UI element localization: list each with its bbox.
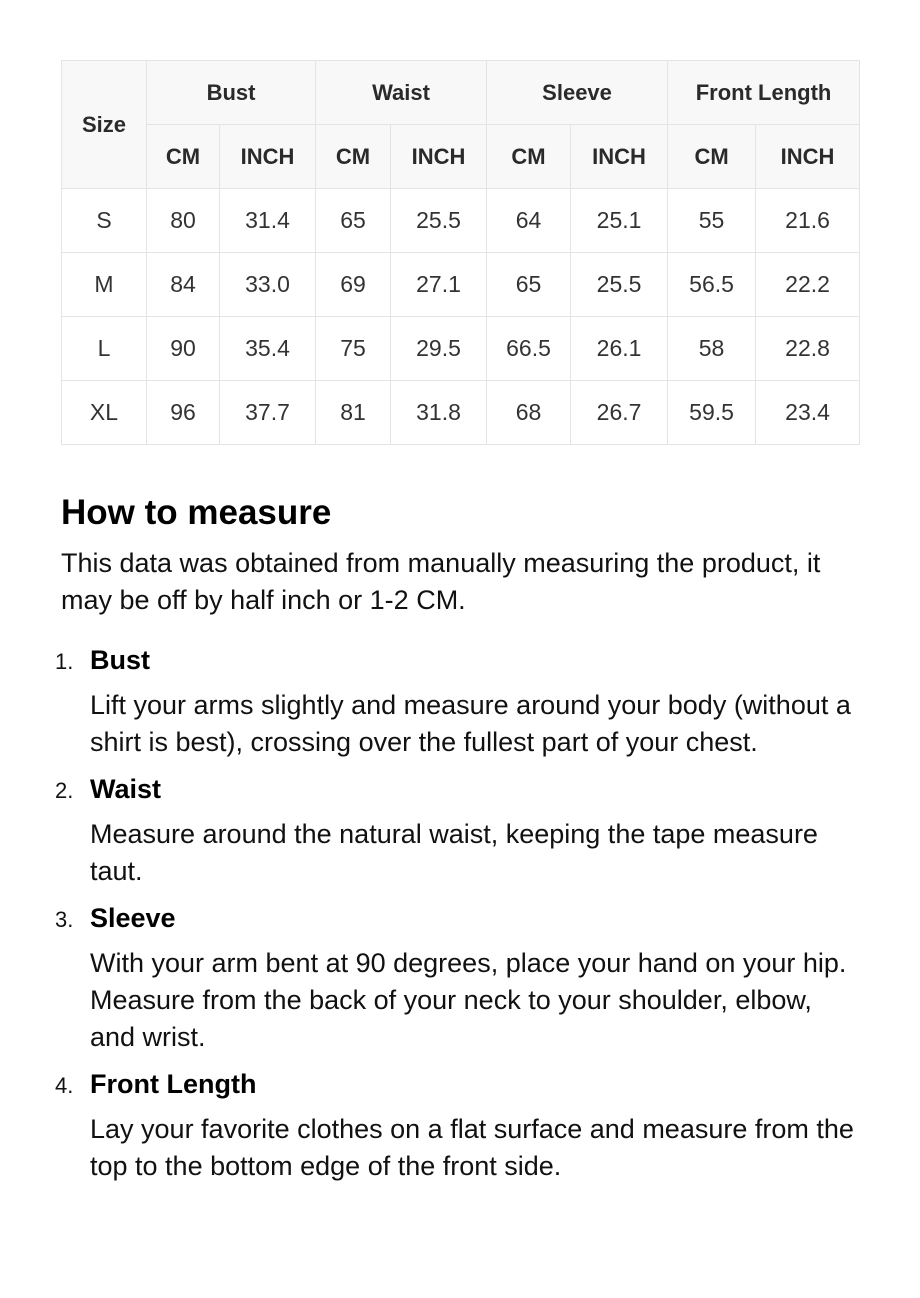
table-row [62, 317, 860, 381]
table-cell: 65 [487, 253, 571, 317]
size-header: Size [62, 61, 147, 189]
table-cell: 90 [147, 317, 220, 381]
list-item-title: Sleeve [90, 903, 176, 933]
unit-header-front-length-cm: CM [668, 125, 756, 189]
table-cell: 25.5 [571, 253, 668, 317]
list-item [55, 900, 861, 1056]
table-cell: 31.4 [220, 189, 316, 253]
group-header-waist: Waist [316, 61, 487, 125]
table-cell: 27.1 [391, 253, 487, 317]
table-cell: 59.5 [668, 381, 756, 445]
table-cell: 37.7 [220, 381, 316, 445]
unit-header-bust-cm: CM [147, 125, 220, 189]
table-cell: 25.5 [391, 189, 487, 253]
table-cell: 69 [316, 253, 391, 317]
table-row [62, 189, 860, 253]
list-item-description: Measure around the natural waist, keeping the tape measure taut. [90, 819, 818, 886]
how-to-measure-title: How to measure [61, 493, 332, 532]
table-cell: 55 [668, 189, 756, 253]
table-cell: 23.4 [756, 381, 860, 445]
table-cell: 21.6 [756, 189, 860, 253]
list-item-title: Bust [90, 645, 150, 675]
table-cell: 22.8 [756, 317, 860, 381]
list-item-number: 3. [55, 907, 74, 932]
size-chart-table [61, 60, 860, 445]
unit-header-front-length-inch: INCH [756, 125, 860, 189]
size-cell: M [62, 253, 147, 317]
table-cell: 56.5 [668, 253, 756, 317]
table-cell: 80 [147, 189, 220, 253]
size-cell: XL [62, 381, 147, 445]
list-item [55, 771, 861, 890]
list-item-title: Front Length [90, 1069, 257, 1099]
table-cell: 33.0 [220, 253, 316, 317]
table-cell: 26.7 [571, 381, 668, 445]
table-header-row-units [62, 125, 860, 189]
table-cell: 68 [487, 381, 571, 445]
table-cell: 66.5 [487, 317, 571, 381]
table-cell: 65 [316, 189, 391, 253]
table-cell: 96 [147, 381, 220, 445]
list-item-description: Lift your arms slightly and measure around your body (without a shirt is best), crossing over the fullest part of your chest. [90, 690, 851, 757]
group-header-bust: Bust [147, 61, 316, 125]
list-item [55, 1066, 861, 1185]
table-row [62, 381, 860, 445]
unit-header-bust-inch: INCH [220, 125, 316, 189]
size-cell: S [62, 189, 147, 253]
unit-header-sleeve-inch: INCH [571, 125, 668, 189]
how-to-measure-intro: This data was obtained from manually measuring the product, it may be off by half inch or 1-2 CM. [61, 548, 821, 615]
table-cell: 26.1 [571, 317, 668, 381]
unit-header-waist-cm: CM [316, 125, 391, 189]
table-cell: 64 [487, 189, 571, 253]
size-cell: L [62, 317, 147, 381]
list-item-description: Lay your favorite clothes on a flat surface and measure from the top to the bottom edge of the front side. [90, 1114, 854, 1181]
table-header-row-groups [62, 61, 860, 125]
measure-steps-list [55, 642, 861, 1185]
list-item-number: 1. [55, 649, 74, 674]
table-cell: 25.1 [571, 189, 668, 253]
table-row [62, 253, 860, 317]
table-cell: 29.5 [391, 317, 487, 381]
table-cell: 22.2 [756, 253, 860, 317]
group-header-sleeve: Sleeve [487, 61, 668, 125]
table-cell: 81 [316, 381, 391, 445]
list-item-number: 4. [55, 1073, 74, 1098]
list-item-title: Waist [90, 774, 162, 804]
table-cell: 31.8 [391, 381, 487, 445]
unit-header-sleeve-cm: CM [487, 125, 571, 189]
group-header-front-length: Front Length [668, 61, 860, 125]
table-cell: 35.4 [220, 317, 316, 381]
table-cell: 84 [147, 253, 220, 317]
how-to-measure-section [55, 492, 861, 1195]
list-item-number: 2. [55, 778, 74, 803]
table-cell: 75 [316, 317, 391, 381]
unit-header-waist-inch: INCH [391, 125, 487, 189]
list-item [55, 642, 861, 761]
list-item-description: With your arm bent at 90 degrees, place your hand on your hip. Measure from the back of your neck to your shoulder, elbow, and wrist. [90, 948, 847, 1052]
table-cell: 58 [668, 317, 756, 381]
